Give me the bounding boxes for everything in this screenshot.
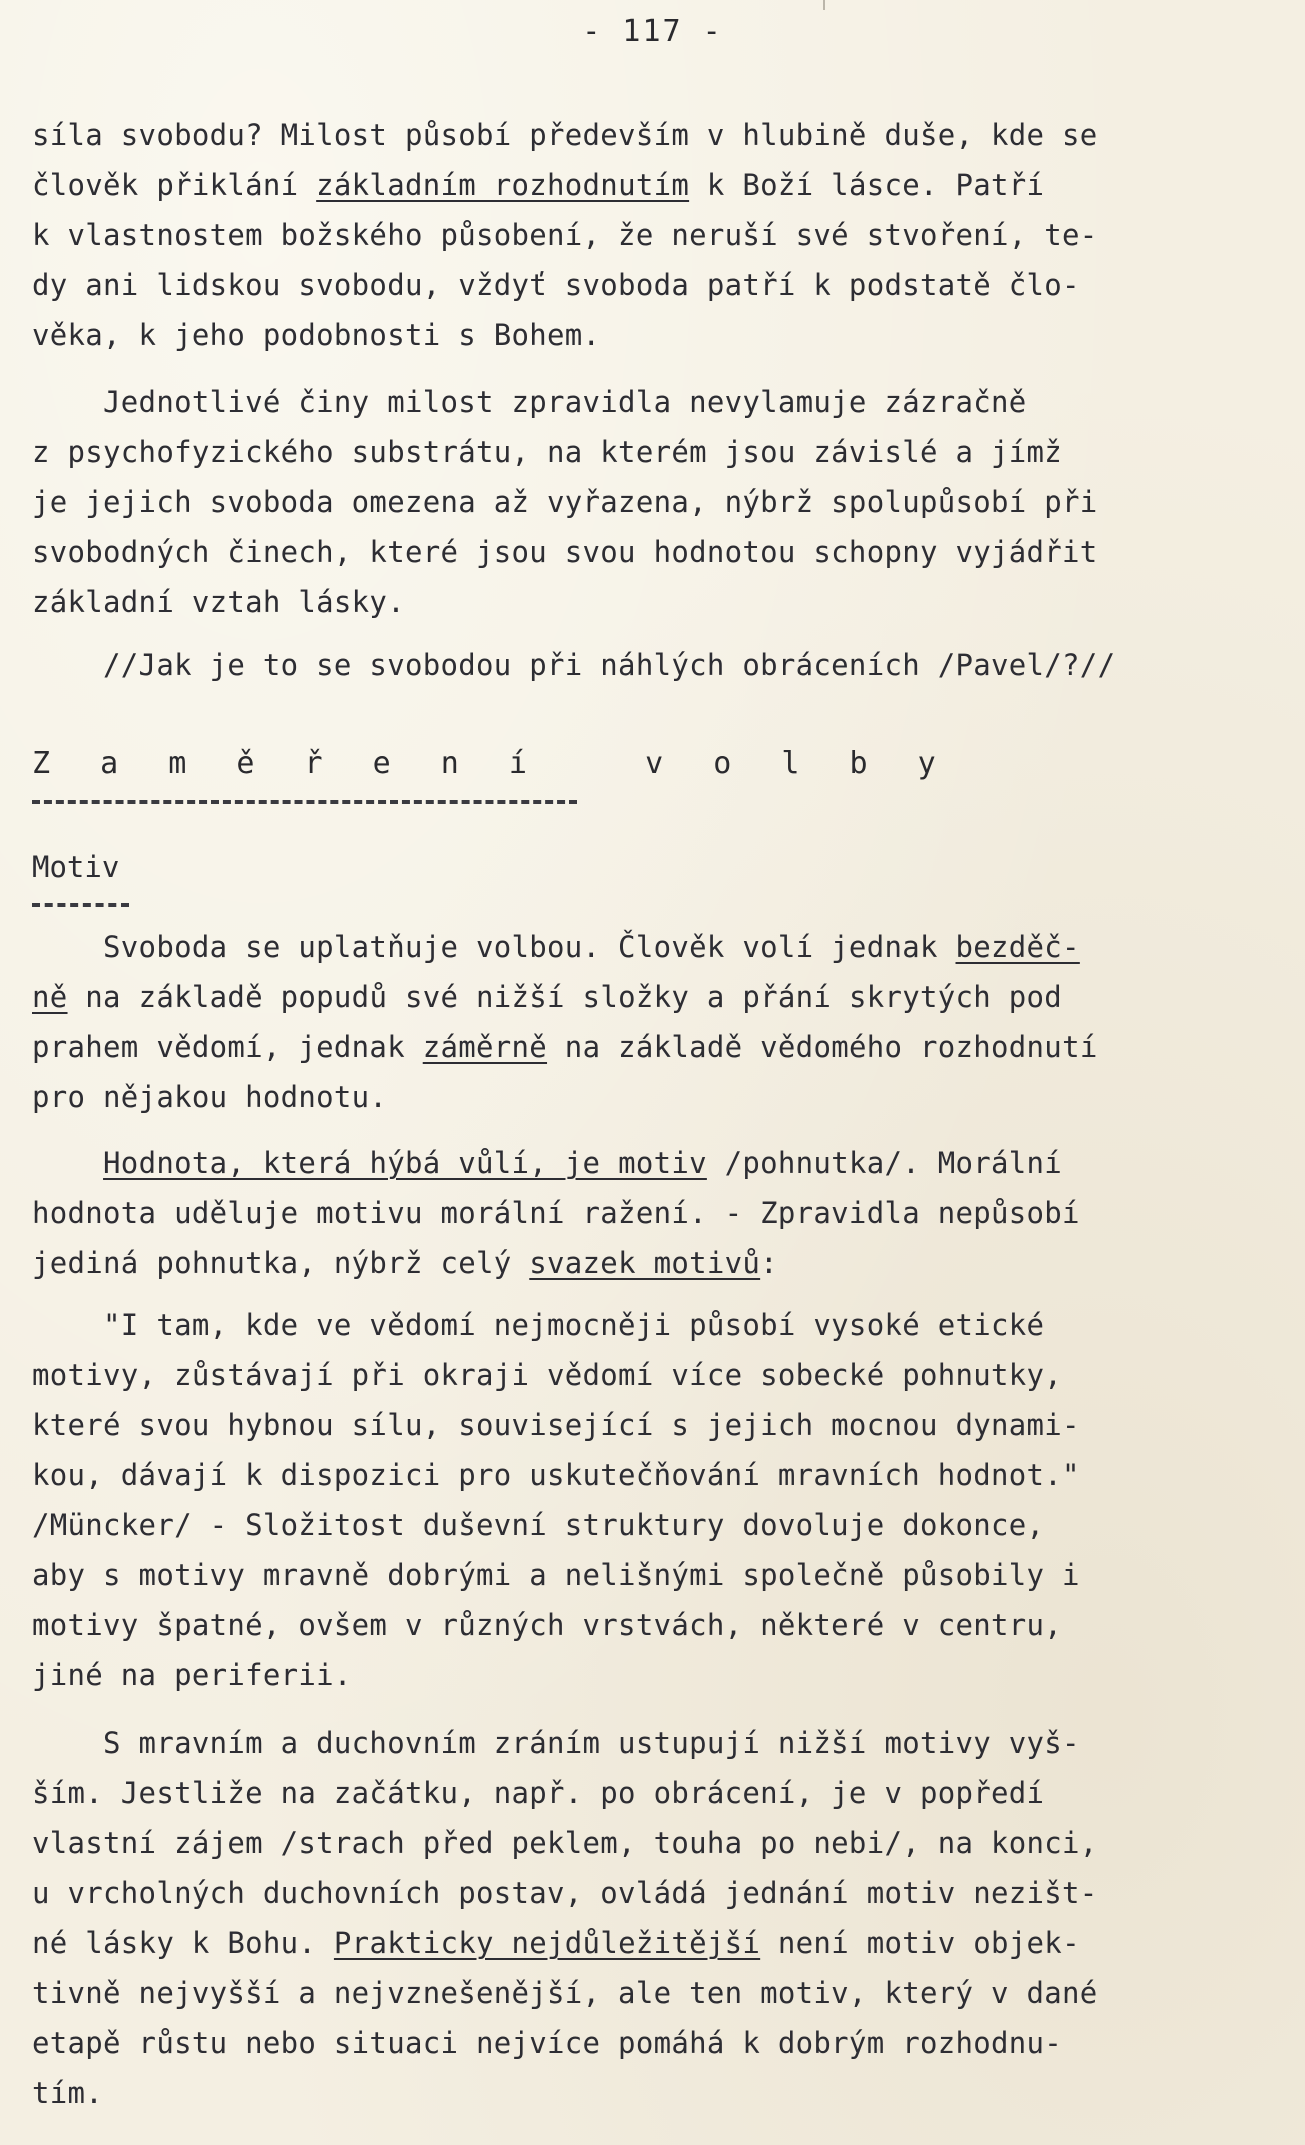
text-line <box>32 2018 1267 2068</box>
text-run: člověk přiklání <box>32 168 317 202</box>
text-run: ším. Jestliže na začátku, např. po obrácení, je v popředí <box>32 1776 1045 1810</box>
text-run: "I tam, kde ve vědomí nejmocněji působí vysoké etické <box>32 1308 1045 1342</box>
text-run: tím. <box>32 2076 104 2110</box>
text-line <box>32 260 1267 310</box>
section-heading: Z a m ě ř e n í v o l b y <box>32 746 952 781</box>
text-run: které svou hybnou sílu, související s jejich mocnou dynami- <box>32 1408 1080 1442</box>
text-run: /pohnutka/. Morální <box>706 1146 1063 1180</box>
text-line <box>32 1650 1267 1700</box>
text-line <box>32 2068 1267 2118</box>
text-line <box>32 527 1267 577</box>
text-line <box>32 1072 1267 1122</box>
text-run: : <box>760 1246 778 1280</box>
text-run: jiné na periferii. <box>32 1658 352 1692</box>
text-line <box>32 1350 1267 1400</box>
text-run: motivy špatné, ovšem v různých vrstvách, některé v centru, <box>32 1608 1063 1642</box>
paragraph-2 <box>32 377 1267 627</box>
paragraph-6 <box>32 1300 1267 1700</box>
text-run: Svoboda se uplatňuje volbou. Člověk volí jednak <box>32 930 956 964</box>
text-run: na základě popudů své nižší složky a přání skrytých pod <box>67 980 1063 1014</box>
text-line <box>32 1300 1267 1350</box>
paragraph-7 <box>32 1718 1267 2118</box>
text-run: motivy, zůstávají při okraji vědomí více sobecké pohnutky, <box>32 1358 1063 1392</box>
text-line <box>32 1768 1267 1818</box>
text-run: aby s motivy mravně dobrými a nelišnými společně působily i <box>32 1558 1080 1592</box>
text-line <box>32 160 1267 210</box>
text-line <box>32 310 1267 360</box>
text-run: jediná pohnutka, nýbrž celý <box>32 1246 530 1280</box>
underlined-text: Hodnota, která hýbá vůlí, je motiv <box>103 1146 707 1180</box>
text-run: //Jak je to se svobodou při náhlých obráceních /Pavel/?// <box>32 648 1116 682</box>
text-line <box>32 1238 1267 1288</box>
text-run: je jejich svoboda omezena až vyřazena, nýbrž spolupůsobí při <box>32 485 1098 519</box>
text-line <box>32 1500 1267 1550</box>
text-run: Jednotlivé činy milost zpravidla nevylamuje zázračně <box>32 385 1027 419</box>
text-run: né lásky k Bohu. <box>32 1926 334 1960</box>
text-line <box>32 1600 1267 1650</box>
text-line <box>32 1550 1267 1600</box>
text-run: síla svobodu? Milost působí především v hlubině duše, kde se <box>32 118 1098 152</box>
text-run: S mravním a duchovním zráním ustupují nižší motivy vyš- <box>32 1726 1080 1760</box>
underlined-text: základním rozhodnutím <box>316 168 690 202</box>
text-line <box>32 110 1267 160</box>
underlined-text: bezděč- <box>955 930 1080 964</box>
text-run <box>32 1146 103 1180</box>
text-line <box>32 640 1267 690</box>
paragraph-5 <box>32 1138 1267 1288</box>
text-run: k Boží lásce. Patří <box>689 168 1045 202</box>
edge-mark <box>823 0 825 10</box>
text-line <box>32 972 1267 1022</box>
text-line <box>32 1138 1267 1188</box>
paragraph-1 <box>32 110 1267 360</box>
text-run: svobodných činech, které jsou svou hodnotou schopny vyjádřit <box>32 535 1098 569</box>
text-run: hodnota uděluje motivu morální ražení. - Zpravidla nepůsobí <box>32 1196 1080 1230</box>
text-line <box>32 1968 1267 2018</box>
text-run: základní vztah lásky. <box>32 585 405 619</box>
underlined-text: ně <box>32 980 68 1014</box>
text-line <box>32 210 1267 260</box>
text-line <box>32 1868 1267 1918</box>
section-heading-underline <box>32 800 577 804</box>
underlined-text: Prakticky nejdůležitější <box>333 1926 761 1960</box>
text-line <box>32 922 1267 972</box>
paragraph-4 <box>32 922 1267 1122</box>
page-number: - 117 - <box>582 14 723 49</box>
text-run: u vrcholných duchovních postav, ovládá jednání motiv nezišt- <box>32 1876 1098 1910</box>
underlined-text: svazek motivů <box>529 1246 761 1280</box>
text-run: vlastní zájem /strach před peklem, touha po nebi/, na konci, <box>32 1826 1098 1860</box>
text-line <box>32 577 1267 627</box>
text-line <box>32 1188 1267 1238</box>
paragraph-3 <box>32 640 1267 690</box>
text-line <box>32 1718 1267 1768</box>
text-run: k vlastnostem božského působení, že neruší své stvoření, te- <box>32 218 1098 252</box>
text-run: kou, dávají k dispozici pro uskutečňování mravních hodnot." <box>32 1458 1080 1492</box>
text-run: dy ani lidskou svobodu, vždyť svoboda patří k podstatě člo- <box>32 268 1080 302</box>
text-line <box>32 427 1267 477</box>
subheading-motiv: Motiv <box>32 850 120 884</box>
text-line <box>32 377 1267 427</box>
text-run: /Müncker/ - Složitost duševní struktury dovoluje dokonce, <box>32 1508 1045 1542</box>
text-line <box>32 1918 1267 1968</box>
underlined-text: záměrně <box>422 1030 548 1064</box>
text-line <box>32 1450 1267 1500</box>
text-run: věka, k jeho podobnosti s Bohem. <box>32 318 601 352</box>
text-run: prahem vědomí, jednak <box>32 1030 423 1064</box>
text-run: na základě vědomého rozhodnutí <box>547 1030 1098 1064</box>
subheading-underline <box>32 903 129 907</box>
text-line <box>32 477 1267 527</box>
text-run: etapě růstu nebo situaci nejvíce pomáhá k dobrým rozhodnu- <box>32 2026 1063 2060</box>
text-line <box>32 1818 1267 1868</box>
text-line <box>32 1400 1267 1450</box>
text-run: není motiv objek- <box>760 1926 1080 1960</box>
text-run: tivně nejvyšší a nejvznešenější, ale ten motiv, který v dané <box>32 1976 1098 2010</box>
text-run: z psychofyzického substrátu, na kterém jsou závislé a jímž <box>32 435 1063 469</box>
text-line <box>32 1022 1267 1072</box>
text-run: pro nějakou hodnotu. <box>32 1080 388 1114</box>
